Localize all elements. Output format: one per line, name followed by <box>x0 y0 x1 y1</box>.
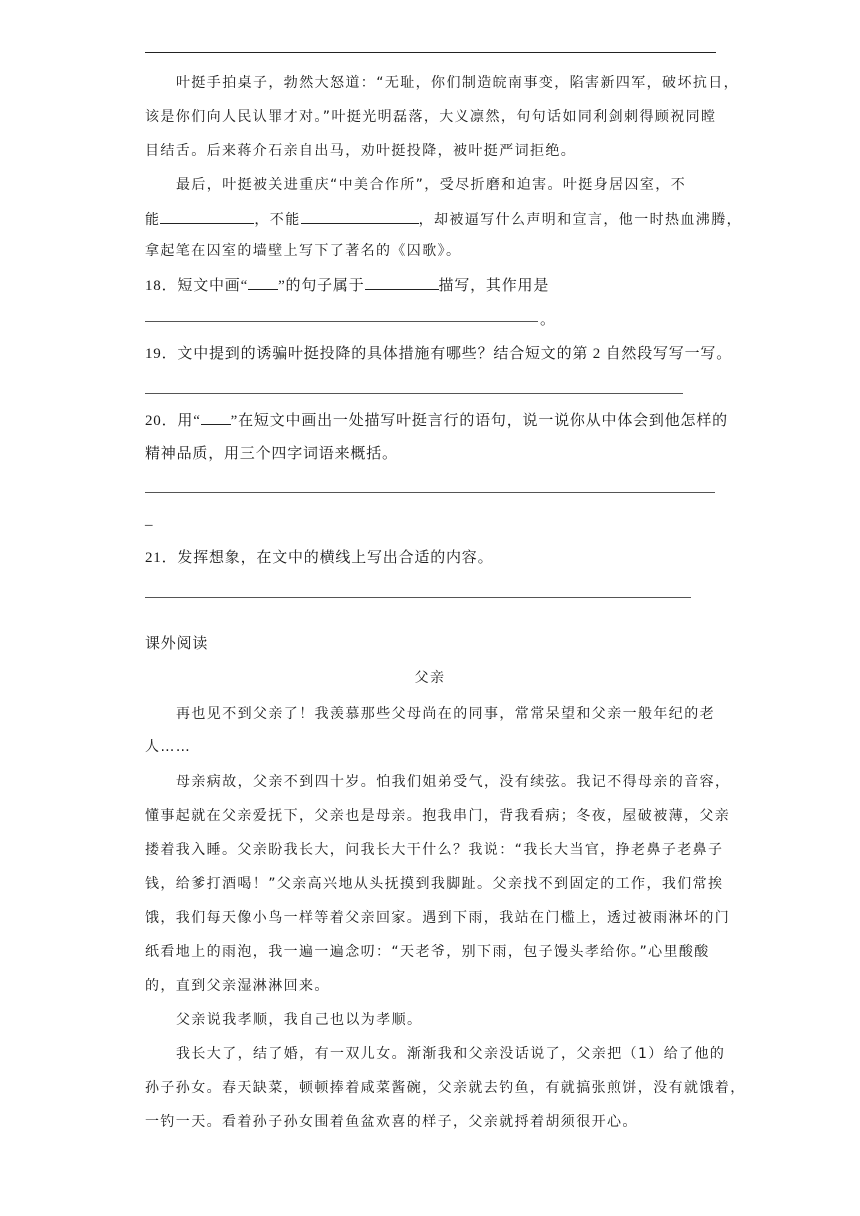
answer-line-20[interactable] <box>145 492 715 493</box>
passage-line-with-blanks <box>145 209 742 230</box>
question-text: 描写，其作用是 <box>438 278 550 294</box>
passage-line: 人…… <box>145 739 192 755</box>
passage-line: 一钓一天。看着孙子孙女围着鱼盆欢喜的样子，父亲就捋着胡须很开心。 <box>145 1114 638 1130</box>
passage-line: 该是你们向人民认罪才对。”叶挺光明磊落，大义凛然，句句话如同利剑刺得顾祝同瞠 <box>145 109 717 125</box>
passage-line: 母亲病故，父亲不到四十岁。怕我们姐弟受气，没有续弦。我记不得母亲的音容， <box>176 774 731 790</box>
passage-line: 目结舌。后来蒋介石亲自出马，劝叶挺投降，被叶挺严词拒绝。 <box>145 143 577 159</box>
passage-line: 最后，叶挺被关进重庆“中美合作所”，受尽折磨和迫害。叶挺身居囚室，不 <box>176 177 687 193</box>
fill-blank-1[interactable] <box>160 209 254 224</box>
question-18 <box>145 275 549 296</box>
section-heading: 课外阅读 <box>145 636 209 652</box>
question-text: 20．用“ <box>145 413 201 429</box>
question-text: ”的句子属于 <box>278 278 365 294</box>
passage-line: 再也见不到父亲了！我羡慕那些父母尚在的同事，常常呆望和父亲一般年纪的老 <box>176 706 715 722</box>
top-divider <box>145 52 716 53</box>
passage-line: 饿，我们每天像小鸟一样等着父亲回家。遇到下雨，我站在门槛上，透过被雨淋坏的门 <box>145 910 731 926</box>
underline-sample <box>248 275 278 290</box>
fill-blank-2[interactable] <box>301 209 419 224</box>
passage-line: 搂着我入睡。父亲盼我长大，问我长大干什么？我说：“我长大当官，挣老鼻子老鼻子 <box>145 842 724 858</box>
passage-line: 钱，给爹打酒喝！”父亲高兴地从头抚摸到我脚趾。父亲找不到固定的工作，我们常挨 <box>145 876 724 892</box>
passage-line: 纸看地上的雨泡，我一遍一遍念叨：“天老爷，别下雨，包子馒头孝给你。”心里酸酸 <box>145 944 710 960</box>
passage-text: 能 <box>145 212 161 228</box>
answer-blank-18a[interactable] <box>365 275 439 290</box>
passage-line: 父亲说我孝顺，我自己也以为孝顺。 <box>176 1012 423 1028</box>
question-18-end: 。 <box>540 312 556 328</box>
passage-line: 我长大了，结了婚，有一双儿女。渐渐我和父亲没话说了，父亲把（1）给了他的 <box>176 1046 726 1062</box>
question-21: 21．发挥想象，在文中的横线上写出合适的内容。 <box>145 550 494 566</box>
passage-line: 拿起笔在囚室的墙壁上写下了著名的《囚歌》。 <box>145 243 462 259</box>
question-20-line2: 精神品质，用三个四字词语来概括。 <box>145 446 398 462</box>
passage-text: ，不能 <box>254 212 301 228</box>
passage-line: 的，直到父亲湿淋淋回来。 <box>145 978 330 994</box>
question-20 <box>145 410 728 431</box>
answer-line-21[interactable] <box>145 597 691 598</box>
question-text: ”在短文中画出一处描写叶挺言行的语句，说一说你从中体会到他怎样的 <box>230 413 728 429</box>
passage-title: 父亲 <box>414 670 446 686</box>
passage-line: 孙子孙女。春天缺菜，顿顿捧着咸菜酱碗，父亲就去钓鱼，有就搞张煎饼，没有就饿着， <box>145 1080 746 1096</box>
question-19: 19．文中提到的诱骗叶挺投降的具体措施有哪些？结合短文的第 2 自然段写写一写。 <box>145 346 733 362</box>
answer-line-19[interactable] <box>145 393 683 394</box>
passage-line: 叶挺手拍桌子，勃然大怒道：“无耻，你们制造皖南事变，陷害新四军，破坏抗日， <box>176 75 740 91</box>
answer-line-18[interactable] <box>145 321 538 322</box>
question-20-tail: _ <box>145 512 154 528</box>
question-text: 18．短文中画“ <box>145 278 249 294</box>
underline-sample <box>201 410 231 425</box>
passage-text: ，却被逼写什么声明和宣言，他一时热血沸腾， <box>418 212 743 228</box>
passage-line: 懂事起就在父亲爱抚下，父亲也是母亲。抱我串门，背我看病；冬夜，屋破被薄，父亲 <box>145 808 731 824</box>
